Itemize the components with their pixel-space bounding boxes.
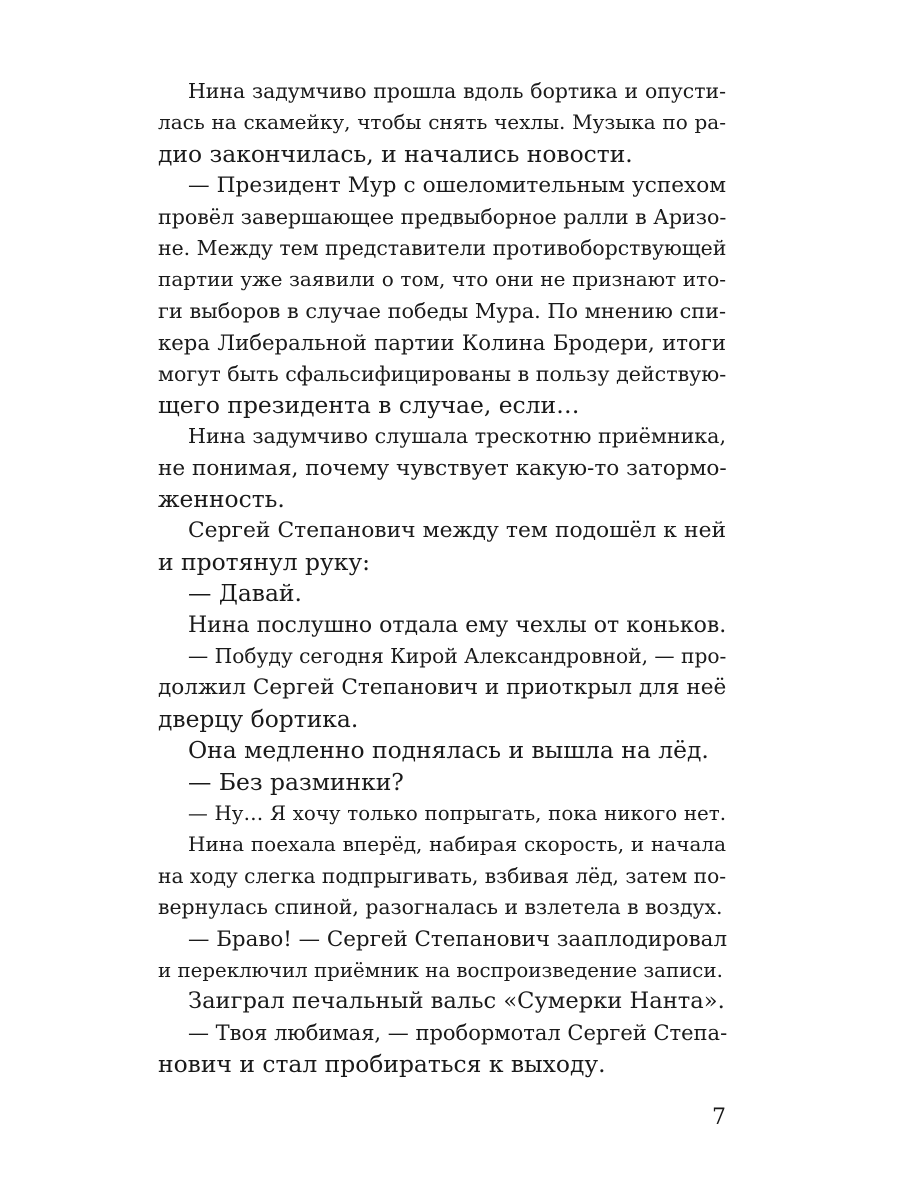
text-line: Сергей Степанович между тем подошёл к ней: [188, 518, 726, 544]
text-line: вернулась спиной, разогналась и взлетела в воздух.: [158, 895, 723, 920]
text-line: провёл завершающее предвыборное ралли в Аризо-: [158, 204, 727, 229]
text-line: Она медленно поднялась и вышла на лёд.: [188, 736, 709, 765]
text-line: — Твоя любимая, — пробормотал Сергей Степа-: [188, 1020, 728, 1045]
text-line: дио закончилась, и начались новости.: [158, 139, 633, 168]
text-line: нович и стал пробираться к выходу.: [158, 1050, 606, 1079]
text-line: и переключил приёмник на воспроизведение записи.: [158, 958, 723, 982]
text-line: на ходу слегка подпрыгивать, взбивая лёд, затем по-: [158, 863, 727, 888]
text-line: дверцу бортика.: [158, 704, 359, 733]
text-line: — Давай.: [188, 579, 302, 608]
text-line: лась на скамейку, чтобы снять чехлы. Музыка по ра-: [158, 110, 726, 135]
text-line: — Побуду сегодня Кирой Александровной, — про-: [188, 644, 727, 669]
text-line: Нина задумчиво слушала трескотню приёмника,: [188, 424, 726, 449]
text-line: Нина поехала вперёд, набирая скорость, и начала: [188, 832, 726, 857]
page-number: 7: [712, 1105, 726, 1130]
text-line: Заиграл печальный вальс «Сумерки Нанта».: [188, 988, 725, 1015]
text-line: ги выборов в случае победы Мура. По мнению спи-: [158, 298, 726, 323]
text-line: Нина послушно отдала ему чехлы от коньков.: [188, 612, 727, 638]
text-line: не понимая, почему чувствует какую-то затормо-: [158, 455, 727, 481]
text-line: щего президента в случае, если…: [158, 390, 580, 419]
text-line: партии уже заявили о том, что они не признают ито-: [158, 267, 726, 292]
text-line: — Ну… Я хочу только попрыгать, пока никого нет.: [188, 801, 726, 825]
text-line: — Президент Мур с ошеломительным успехом: [188, 173, 726, 199]
text-line: не. Между тем представители противоборствующей: [158, 235, 727, 260]
text-line: должил Сергей Степанович и приоткрыл для неё: [158, 675, 727, 701]
body-text: [158, 76, 726, 1081]
text-line: кера Либеральной партии Колина Бродери, итоги: [158, 330, 726, 356]
text-line: — Без разминки?: [188, 767, 404, 796]
text-line: и протянул руку:: [158, 547, 371, 576]
text-line: могут быть сфальсифицированы в пользу действую-: [158, 361, 727, 386]
text-line: — Браво! — Сергей Степанович зааплодировал: [188, 926, 728, 952]
text-line: Нина задумчиво прошла вдоль бортика и опусти-: [188, 79, 726, 103]
text-line: женность.: [158, 485, 285, 514]
